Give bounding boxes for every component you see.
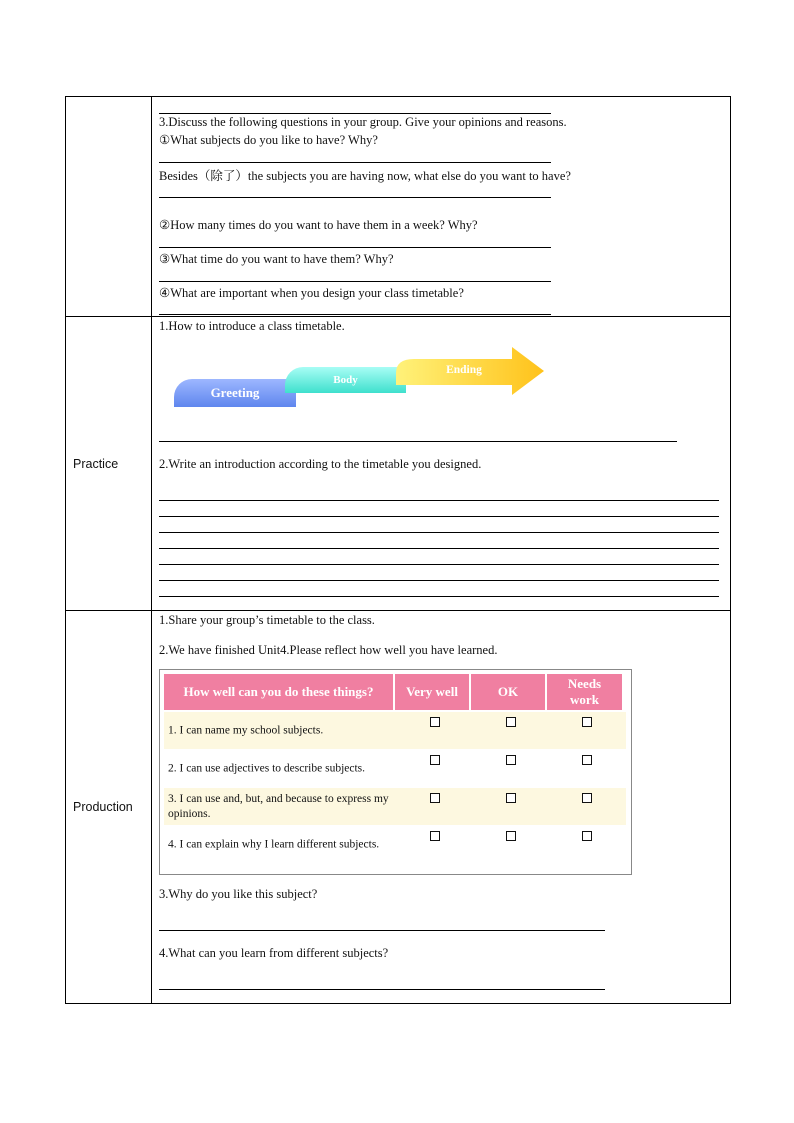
answer-line: [159, 281, 551, 282]
table-row: [164, 788, 626, 825]
row-text: 1. I can name my school subjects.: [168, 724, 324, 736]
discussion-label-cell: [66, 97, 152, 316]
production-content-cell: [152, 611, 730, 1003]
self-reflection-table: [159, 669, 632, 875]
question-3: ③What time do you want to have them? Why?: [159, 252, 394, 266]
answer-line: [159, 247, 551, 248]
discussion-row: [66, 97, 730, 316]
production-task-2: 2.We have finished Unit4.Please reflect how well you have learned.: [159, 643, 498, 657]
question-1: ①What subjects do you like to have? Why?: [159, 133, 378, 147]
answer-line: [159, 930, 605, 931]
very-well-checkbox[interactable]: [430, 755, 440, 765]
practice-task-1: 1.How to introduce a class timetable.: [159, 319, 345, 333]
answer-line: [159, 989, 605, 990]
row-text: 3. I can use and, but, and because to express my opinions.: [168, 792, 389, 820]
ok-checkbox[interactable]: [506, 831, 516, 841]
practice-content-cell: [152, 317, 730, 610]
needs-work-checkbox[interactable]: [582, 831, 592, 841]
production-label: Production: [66, 611, 152, 1003]
writing-line: [159, 500, 719, 501]
row-text: 4. I can explain why I learn different subjects.: [168, 838, 380, 850]
flow-step-greeting: Greeting: [174, 379, 296, 407]
answer-line: [159, 162, 551, 163]
production-task-1: 1.Share your group’s timetable to the class.: [159, 613, 375, 627]
ok-checkbox[interactable]: [506, 755, 516, 765]
header-skill: How well can you do these things?: [164, 674, 393, 710]
needs-work-checkbox[interactable]: [582, 793, 592, 803]
practice-task-2: 2.Write an introduction according to the timetable you designed.: [159, 457, 482, 471]
question-2: ②How many times do you want to have them in a week? Why?: [159, 218, 478, 232]
writing-line: [159, 548, 719, 549]
writing-line: [159, 564, 719, 565]
ok-checkbox[interactable]: [506, 793, 516, 803]
production-task-4: 4.What can you learn from different subjects?: [159, 946, 389, 960]
row-text: 2. I can use adjectives to describe subjects.: [168, 762, 366, 774]
ok-checkbox[interactable]: [506, 717, 516, 727]
answer-line: [159, 314, 551, 315]
very-well-checkbox[interactable]: [430, 717, 440, 727]
besides-question: Besides（除了）the subjects you are having now, what else do you want to have?: [159, 169, 571, 183]
flow-step-ending-label: Ending: [446, 364, 482, 376]
writing-line: [159, 532, 719, 533]
practice-row: [66, 316, 730, 610]
very-well-checkbox[interactable]: [430, 831, 440, 841]
practice-label: Practice: [66, 317, 152, 610]
writing-line: [159, 596, 719, 597]
production-row: [66, 610, 730, 1003]
flow-step-ending-arrow: [396, 347, 546, 395]
answer-line: [159, 441, 677, 442]
writing-line: [159, 580, 719, 581]
writing-line: [159, 516, 719, 517]
flow-step-body: Body: [285, 367, 406, 393]
answer-line: [159, 113, 551, 114]
question-4: ④What are important when you design your class timetable?: [159, 286, 464, 300]
answer-line: [159, 197, 551, 198]
table-row: [164, 826, 626, 863]
table-row: [164, 750, 626, 787]
needs-work-checkbox[interactable]: [582, 755, 592, 765]
header-ok: OK: [471, 674, 545, 710]
very-well-checkbox[interactable]: [430, 793, 440, 803]
production-task-3: 3.Why do you like this subject?: [159, 887, 318, 901]
needs-work-checkbox[interactable]: [582, 717, 592, 727]
lesson-table: [65, 96, 731, 1004]
header-very-well: Very well: [395, 674, 469, 710]
discussion-content-cell: [152, 97, 730, 316]
header-needs-work: Needs work: [547, 674, 622, 710]
table-row: [164, 712, 626, 749]
introduction-flow-diagram: [174, 347, 554, 409]
discussion-heading: 3.Discuss the following questions in your group. Give your opinions and reasons.: [159, 115, 567, 129]
